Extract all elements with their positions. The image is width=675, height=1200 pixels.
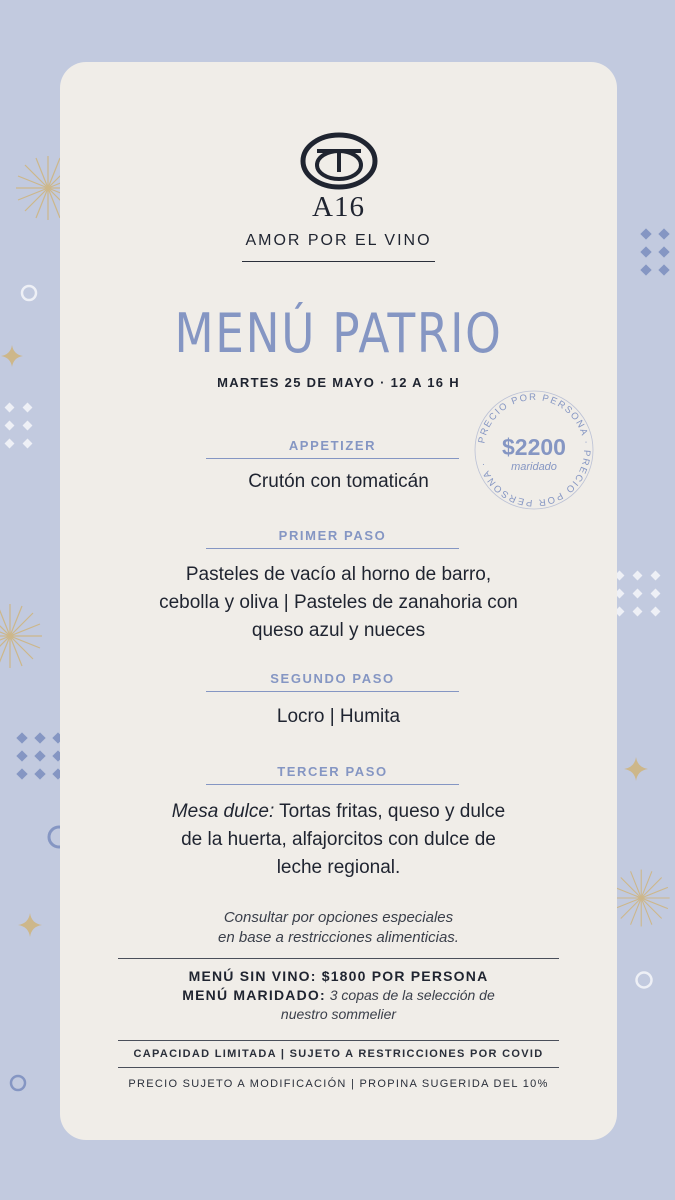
ring-icon [633, 969, 655, 991]
menu-card [60, 62, 617, 1140]
menu-line: queso azul y nueces [251, 620, 426, 641]
sparkle-icon [623, 756, 649, 782]
dot-grid-icon [2, 402, 42, 458]
sparkle-icon [0, 344, 24, 368]
section-heading-appetizer: APPETIZER [288, 438, 377, 453]
starburst-icon [611, 862, 675, 934]
brand-logo [60, 132, 617, 224]
section-divider [206, 691, 459, 692]
logo-emblem-icon [300, 132, 378, 190]
capacity-note: CAPACIDAD LIMITADA | SUJETO A RESTRICCIONES POR COVID [133, 1048, 544, 1060]
menu-line: Tortas fritas, queso y dulce [274, 801, 506, 822]
section-divider [206, 784, 459, 785]
divider [118, 1040, 559, 1041]
section-heading-primer-paso: PRIMER PASO [278, 528, 387, 543]
menu-line: cebolla y oliva | Pasteles de zanahoria con [159, 592, 518, 613]
badge-subtext: maridado [511, 461, 557, 473]
menu-line: Locro | Humita [276, 706, 401, 727]
sparkle-icon [17, 912, 43, 938]
divider [118, 958, 559, 959]
badge-price: $2200 [502, 434, 566, 460]
brand-tagline: AMOR POR EL VINO [245, 232, 432, 249]
note-line: en base a restricciones alimenticias. [218, 929, 459, 946]
badge-ring-text: PRECIO POR PERSONA · PRECIO POR PERSONA · [476, 391, 593, 509]
page-title: MENÚ PATRIO [174, 302, 503, 365]
brand-name: A16 [312, 191, 365, 223]
section-heading-tercer-paso: TERCER PASO [277, 764, 388, 779]
event-date: MARTES 25 DE MAYO · 12 A 16 H [217, 375, 460, 390]
dot-grid-icon [612, 570, 674, 626]
price-sin-vino: MENÚ SIN VINO: $1800 POR PERSONA [188, 968, 489, 984]
price-maridado-text: nuestro sommelier [280, 1006, 397, 1022]
divider [242, 261, 435, 262]
section-heading-segundo-paso: SEGUNDO PASO [270, 671, 395, 686]
tercer-paso-dishes [100, 798, 577, 882]
menu-line: leche regional. [276, 857, 401, 878]
section-divider [206, 458, 459, 459]
divider [118, 1067, 559, 1068]
ring-icon [19, 283, 39, 303]
note-line: Consultar por opciones especiales [223, 909, 454, 926]
menu-line: Crutón con tomaticán [248, 471, 429, 492]
appetizer-dish [100, 468, 577, 496]
section-divider [206, 548, 459, 549]
primer-paso-dishes [100, 561, 577, 645]
segundo-paso-dishes [100, 703, 577, 731]
pricing-info [60, 967, 617, 1024]
menu-line: Pasteles de vacío al horno de barro, [185, 564, 492, 585]
starburst-icon [0, 600, 46, 672]
disclaimer-note: PRECIO SUJETO A MODIFICACIÓN | PROPINA SUGERIDA DEL 10% [128, 1078, 549, 1090]
ring-icon [8, 1073, 28, 1093]
price-maridado-text: 3 copas de la selección de [325, 987, 495, 1003]
menu-line: de la huerta, alfajorcitos con dulce de [181, 829, 496, 850]
menu-line-lead: Mesa dulce: [171, 801, 275, 822]
dietary-note [60, 908, 617, 948]
dot-grid-icon [638, 228, 675, 288]
price-maridado-label: MENÚ MARIDADO: [182, 987, 326, 1003]
